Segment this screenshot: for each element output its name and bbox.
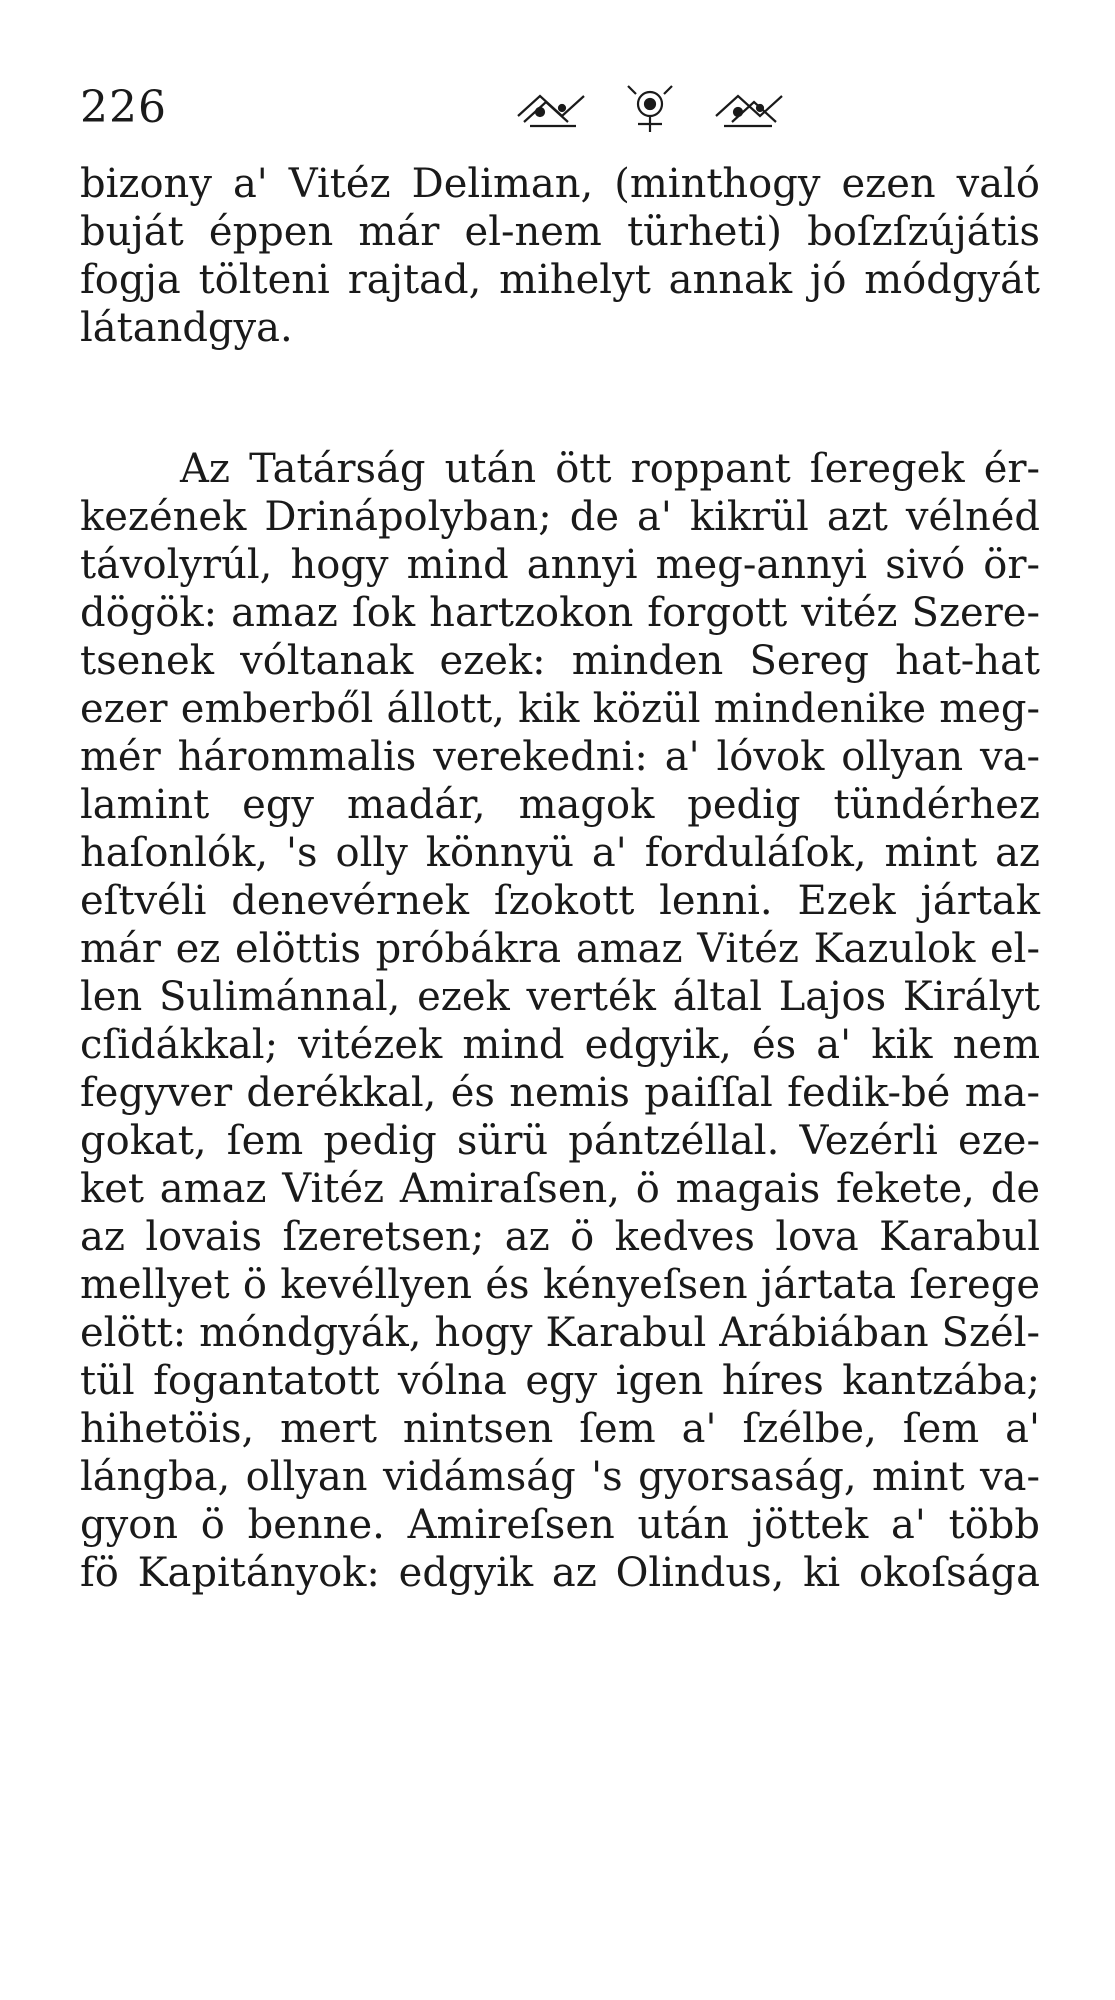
text-line: látandgya. — [80, 305, 293, 351]
text-line: cſidákkal; vitézek mind edgyik, és a' kik nem — [80, 1022, 1040, 1068]
text-line: mér hárommalis verekedni: a' lóvok ollyan va- — [80, 734, 1040, 780]
text-line: tsenek vóltanak ezek: minden Sereg hat-hat — [80, 638, 1040, 684]
text-line: eſtvéli denevérnek ſzokott lenni. Ezek jártak — [80, 878, 1040, 924]
text-line: az lovais ſzeretsen; az ö kedves lova Karabul — [80, 1214, 1040, 1260]
text-line: lamint egy madár, magok pedig tündérhez — [80, 782, 1040, 828]
text-line: gyon ö benne. Amireſsen után jöttek a' több — [80, 1502, 1040, 1548]
paragraph-1 — [80, 160, 1040, 352]
page-header — [80, 78, 1040, 138]
text-line: már ez elöttis próbákra amaz Vitéz Kazulok el- — [80, 926, 1040, 972]
text-line: lángba, ollyan vidámság 's gyorsaság, mint va- — [80, 1454, 1040, 1500]
text-line: fegyver derékkal, és nemis paiſſal fedik-bé ma- — [80, 1070, 1040, 1116]
text-line: mellyet ö kevéllyen és kényeſsen jártata ſerege — [80, 1262, 1040, 1308]
text-line: fö Kapitányok: edgyik az Olindus, ki okoſsága — [80, 1550, 1040, 1596]
text-line: dögök: amaz ſok hartzokon forgott vitéz Szere- — [80, 590, 1040, 636]
text-line: tül fogantatott vólna egy igen híres kantzába; — [80, 1358, 1040, 1404]
text-line: buját éppen már el-nem türheti) boſzſzújátis — [80, 209, 1040, 255]
text-line: ket amaz Vitéz Amiraſsen, ö magais fekete, de — [80, 1166, 1040, 1212]
text-line: hihetöis, mert nintsen ſem a' ſzélbe, ſem a' — [80, 1406, 1040, 1452]
text-line: ezer emberből állott, kik közül mindenike meg- — [80, 686, 1040, 732]
page-number: 226 — [80, 82, 167, 133]
text-line: fogja tölteni rajtad, mihelyt annak jó módgyát — [80, 257, 1040, 303]
fleuron-ornament-icon — [510, 82, 790, 134]
text-line: gokat, ſem pedig sürü pántzéllal. Vezérli eze- — [80, 1118, 1040, 1164]
text-line: kezének Drinápolyban; de a' kikrül azt vélnéd — [80, 494, 1040, 540]
text-line: bizony a' Vitéz Deliman, (minthogy ezen való — [80, 161, 1040, 207]
text-line: len Sulimánnal, ezek verték által Lajos Királyt — [80, 974, 1040, 1020]
text-line: Az Tatárság után ött roppant ſeregek ér- — [180, 446, 1040, 492]
text-line: elött: móndgyák, hogy Karabul Arábiában Szél- — [80, 1310, 1040, 1356]
text-line: távolyrúl, hogy mind annyi meg-annyi sivó ör- — [80, 542, 1040, 588]
paragraph-2 — [80, 445, 1040, 1597]
text-line: haſonlók, 's olly könnyü a' forduláſok, mint az — [80, 830, 1040, 876]
